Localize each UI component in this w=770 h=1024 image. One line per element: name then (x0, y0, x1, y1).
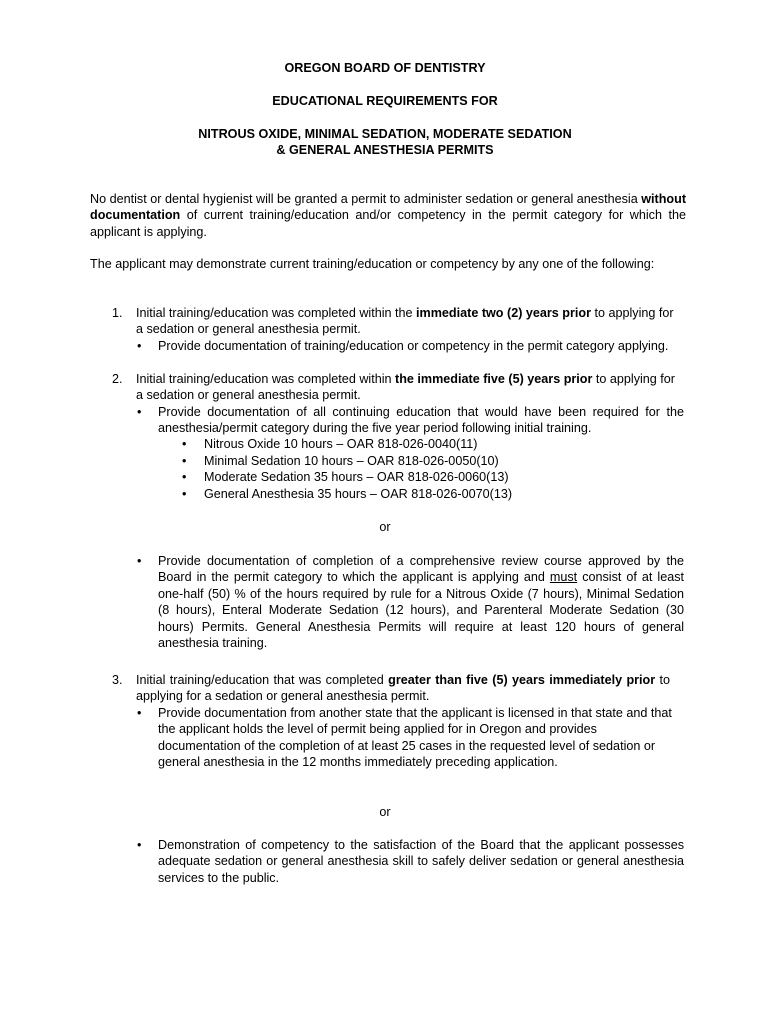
bullet-icon: • (182, 454, 187, 468)
item-2-bullet-2 (158, 553, 684, 651)
bullet-icon: • (137, 706, 142, 720)
bullet-icon: • (137, 838, 142, 852)
sub-item-minimal-sedation: Minimal Sedation 10 hours – OAR 818-026-0050(10) (204, 454, 499, 468)
or-separator: or (379, 520, 391, 534)
intro-paragraph (90, 191, 686, 240)
item-2-text-start: Initial training/education was completed within (136, 372, 392, 386)
requirements-title: EDUCATIONAL REQUIREMENTS FOR (272, 94, 498, 108)
item-2-text-end: to applying for a sedation or general anesthesia permit. (136, 372, 676, 403)
sub-item-general-anesthesia: General Anesthesia 35 hours – OAR 818-026-0070(13) (204, 487, 513, 501)
bullet-icon: • (182, 470, 187, 484)
item-3-text (136, 672, 670, 705)
bullet-icon: • (137, 554, 142, 568)
item-2-bullet-2-start: Provide documentation of completion of a comprehensive review course approved by the Board in the permit category to which the applicant is applying and (158, 554, 684, 585)
board-title: OREGON BOARD OF DENTISTRY (284, 61, 486, 75)
intro-bold-phrase: without documentation (90, 192, 687, 223)
permits-title-line1: NITROUS OXIDE, MINIMAL SEDATION, MODERATE SEDATION (198, 127, 572, 141)
or-separator: or (379, 805, 391, 819)
item-3-bullet-1: Provide documentation from another state that the applicant is licensed in that state and that the applicant holds the level of permit being applied for in Oregon and provides documentation of the completion of at least 25 cases in the requested level of sedation or general anesthesia in the 12 months immediately preceding application. (158, 706, 672, 770)
demonstration-paragraph: The applicant may demonstrate current training/education or competency by any one of the following: (90, 257, 655, 271)
sub-item-nitrous-oxide: Nitrous Oxide 10 hours – OAR 818-026-0040(11) (204, 437, 478, 451)
item-2-bullet-2-end: consist of at least one-half (50) % of the hours required by rule for a Nitrous Oxide (7 hours), Minimal Sedation (8 hours), Enteral Moderate Sedation (12 hours), and Parenteral Moderate Sedation (30 hours) Permits. General Anesthesia Permits will require at least 120 hours of general anesthesia training. (158, 570, 685, 651)
item-2-number: 2. (112, 372, 123, 386)
permits-title-line2: & GENERAL ANESTHESIA PERMITS (276, 143, 494, 157)
sub-item-moderate-sedation: Moderate Sedation 35 hours – OAR 818-026-0060(13) (204, 470, 509, 484)
item-3-number: 3. (112, 673, 123, 687)
item-1-bullet: Provide documentation of training/education or competency in the permit category applying. (158, 339, 669, 353)
item-2-bullet-1: Provide documentation of all continuing education that would have been required for the anesthesia/permit category during the five year period following initial training. (158, 405, 684, 436)
bullet-icon: • (137, 405, 142, 419)
bullet-icon: • (182, 487, 187, 501)
item-1-bold-phrase: immediate two (2) years prior (416, 306, 591, 320)
item-3-bold-phrase: greater than five (5) years immediately prior (388, 673, 656, 687)
item-1-text-start: Initial training/education was completed within the (136, 306, 413, 320)
item-3-text-end: to applying for a sedation or general anesthesia permit. (136, 673, 671, 704)
intro-text-start: No dentist or dental hygienist will be granted a permit to administer sedation or general anesthesia (90, 192, 638, 206)
underlined-must: must (549, 570, 578, 585)
item-1-number: 1. (112, 306, 123, 320)
bullet-icon: • (182, 437, 187, 451)
item-2-bold-phrase: the immediate five (5) years prior (395, 372, 593, 386)
bullet-icon: • (137, 339, 142, 353)
intro-text-end: of current training/education and/or competency in the permit category for which the applicant is applying. (90, 208, 686, 239)
item-3-text-start: Initial training/education that was completed (136, 673, 384, 687)
item-1-text-end: to applying for a sedation or general anesthesia permit. (136, 306, 674, 337)
item-1-text (136, 305, 676, 338)
item-2-text (136, 371, 676, 404)
item-3-bullet-2: Demonstration of competency to the satisfaction of the Board that the applicant possesses adequate sedation or general anesthesia skill to safely deliver sedation or general anesthesia services to the public. (158, 838, 684, 885)
